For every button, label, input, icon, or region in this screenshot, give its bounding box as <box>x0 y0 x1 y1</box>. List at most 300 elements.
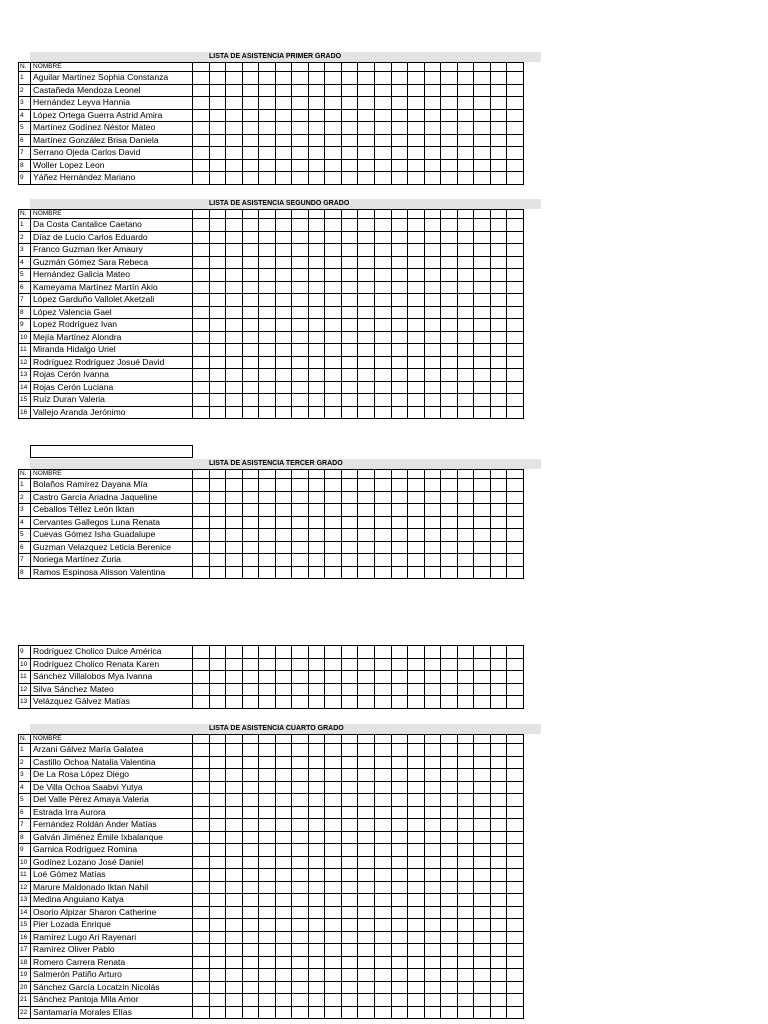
attendance-cell <box>242 256 259 269</box>
attendance-cell <box>226 646 243 659</box>
attendance-cell <box>292 919 309 932</box>
attendance-cell <box>358 1006 375 1019</box>
attendance-cell <box>358 479 375 492</box>
attendance-cell <box>457 109 474 122</box>
attendance-cell <box>275 319 292 332</box>
student-name: Guzman Velazquez Leticia Berenice <box>31 541 193 554</box>
student-name: Salmerón Patiño Arturo <box>31 969 193 982</box>
student-number: 7 <box>19 147 31 160</box>
attendance-cell <box>341 331 358 344</box>
student-name: Sánchez García Locatzin Nicolás <box>31 981 193 994</box>
student-number: 4 <box>19 516 31 529</box>
attendance-cell <box>507 84 524 97</box>
attendance-cell <box>375 147 392 160</box>
attendance-cell <box>209 63 226 72</box>
attendance-cell <box>358 97 375 110</box>
attendance-cell <box>507 134 524 147</box>
attendance-cell <box>490 344 507 357</box>
attendance-cell <box>209 646 226 659</box>
attendance-cell <box>259 381 276 394</box>
attendance-cell <box>292 331 309 344</box>
attendance-cell <box>424 554 441 567</box>
attendance-cell <box>259 969 276 982</box>
attendance-cell <box>375 344 392 357</box>
attendance-cell <box>308 856 325 869</box>
attendance-cell <box>242 831 259 844</box>
attendance-cell <box>341 541 358 554</box>
attendance-cell <box>226 294 243 307</box>
attendance-cell <box>193 831 210 844</box>
attendance-cell <box>408 994 425 1007</box>
attendance-cell <box>457 906 474 919</box>
attendance-cell <box>375 969 392 982</box>
attendance-cell <box>408 369 425 382</box>
student-name: Estrada Irra Aurora <box>31 806 193 819</box>
attendance-cell <box>275 806 292 819</box>
attendance-cell <box>408 683 425 696</box>
attendance-cell <box>441 554 458 567</box>
attendance-cell <box>209 159 226 172</box>
attendance-cell <box>490 566 507 579</box>
attendance-cell <box>308 172 325 185</box>
attendance-cell <box>474 369 491 382</box>
attendance-cell <box>490 781 507 794</box>
attendance-cell <box>408 306 425 319</box>
attendance-cell <box>474 781 491 794</box>
attendance-cell <box>507 529 524 542</box>
attendance-cell <box>209 479 226 492</box>
attendance-cell <box>325 994 342 1007</box>
header-number: N. <box>19 63 31 72</box>
attendance-cell <box>193 344 210 357</box>
attendance-cell <box>275 956 292 969</box>
attendance-cell <box>424 491 441 504</box>
attendance-cell <box>490 769 507 782</box>
student-name: Rojas Cerón Ivanna <box>31 369 193 382</box>
attendance-cell <box>226 744 243 757</box>
title-spacer <box>18 724 30 734</box>
attendance-cell <box>325 794 342 807</box>
attendance-cell <box>490 794 507 807</box>
attendance-cell <box>242 356 259 369</box>
attendance-cell <box>259 756 276 769</box>
attendance-cell <box>226 756 243 769</box>
attendance-cell <box>226 541 243 554</box>
attendance-cell <box>507 63 524 72</box>
attendance-cell <box>507 756 524 769</box>
attendance-cell <box>441 159 458 172</box>
student-number: 10 <box>19 658 31 671</box>
attendance-cell <box>242 744 259 757</box>
attendance-cell <box>441 369 458 382</box>
student-name: Lopez Rodríguez Ivan <box>31 319 193 332</box>
attendance-cell <box>226 172 243 185</box>
attendance-cell <box>375 529 392 542</box>
attendance-cell <box>424 744 441 757</box>
attendance-cell <box>441 394 458 407</box>
student-name: Godínez Lozano José Daniel <box>31 856 193 869</box>
attendance-cell <box>507 231 524 244</box>
attendance-cell <box>408 256 425 269</box>
attendance-cell <box>424 72 441 85</box>
attendance-cell <box>242 756 259 769</box>
attendance-cell <box>292 781 309 794</box>
attendance-cell <box>474 109 491 122</box>
student-row <box>19 491 524 504</box>
attendance-cell <box>375 134 392 147</box>
attendance-table <box>18 645 524 709</box>
attendance-cell <box>259 554 276 567</box>
attendance-cell <box>507 256 524 269</box>
attendance-cell <box>375 470 392 479</box>
attendance-cell <box>308 844 325 857</box>
attendance-cell <box>259 956 276 969</box>
attendance-cell <box>490 671 507 684</box>
attendance-cell <box>507 744 524 757</box>
student-row <box>19 256 524 269</box>
attendance-cell <box>457 122 474 135</box>
attendance-cell <box>325 172 342 185</box>
attendance-cell <box>341 394 358 407</box>
attendance-cell <box>424 944 441 957</box>
student-row <box>19 394 524 407</box>
attendance-cell <box>507 735 524 744</box>
attendance-cell <box>424 906 441 919</box>
attendance-cell <box>259 470 276 479</box>
attendance-cell <box>193 554 210 567</box>
attendance-cell <box>490 134 507 147</box>
attendance-cell <box>209 969 226 982</box>
attendance-cell <box>292 172 309 185</box>
attendance-cell <box>375 72 392 85</box>
attendance-cell <box>441 906 458 919</box>
attendance-cell <box>275 769 292 782</box>
attendance-cell <box>259 281 276 294</box>
attendance-cell <box>259 63 276 72</box>
student-number: 6 <box>19 134 31 147</box>
attendance-cell <box>292 931 309 944</box>
attendance-cell <box>341 944 358 957</box>
attendance-cell <box>441 658 458 671</box>
attendance-cell <box>457 172 474 185</box>
attendance-cell <box>375 856 392 869</box>
attendance-cell <box>292 369 309 382</box>
attendance-cell <box>457 969 474 982</box>
attendance-cell <box>209 735 226 744</box>
attendance-cell <box>259 566 276 579</box>
attendance-cell <box>275 381 292 394</box>
attendance-cell <box>391 491 408 504</box>
attendance-cell <box>275 894 292 907</box>
attendance-cell <box>457 294 474 307</box>
student-name: Hernández Leyva Hannia <box>31 97 193 110</box>
attendance-cell <box>490 63 507 72</box>
attendance-cell <box>507 381 524 394</box>
attendance-cell <box>242 470 259 479</box>
attendance-cell <box>391 470 408 479</box>
student-row <box>19 894 524 907</box>
attendance-cell <box>375 281 392 294</box>
attendance-cell <box>209 331 226 344</box>
attendance-cell <box>226 319 243 332</box>
attendance-cell <box>275 856 292 869</box>
attendance-cell <box>408 658 425 671</box>
attendance-cell <box>193 671 210 684</box>
attendance-cell <box>457 819 474 832</box>
attendance-cell <box>474 394 491 407</box>
student-name: Ramírez Oliver Pablo <box>31 944 193 957</box>
attendance-cell <box>209 306 226 319</box>
title-spacer <box>18 199 30 209</box>
attendance-cell <box>457 781 474 794</box>
attendance-cell <box>308 944 325 957</box>
attendance-cell <box>358 994 375 1007</box>
attendance-cell <box>408 516 425 529</box>
attendance-cell <box>490 756 507 769</box>
header-name: NOMBRE <box>31 735 193 744</box>
attendance-cell <box>474 819 491 832</box>
attendance-cell <box>341 969 358 982</box>
attendance-cell <box>490 906 507 919</box>
attendance-cell <box>441 806 458 819</box>
attendance-cell <box>193 281 210 294</box>
attendance-cell <box>193 529 210 542</box>
attendance-cell <box>441 356 458 369</box>
attendance-cell <box>292 944 309 957</box>
student-number: 3 <box>19 97 31 110</box>
student-number: 2 <box>19 756 31 769</box>
attendance-cell <box>226 381 243 394</box>
student-row <box>19 566 524 579</box>
attendance-cell <box>441 122 458 135</box>
attendance-cell <box>507 696 524 709</box>
attendance-cell <box>457 516 474 529</box>
attendance-cell <box>474 97 491 110</box>
attendance-cell <box>242 956 259 969</box>
attendance-cell <box>490 894 507 907</box>
student-row <box>19 72 524 85</box>
attendance-cell <box>474 906 491 919</box>
attendance-cell <box>490 806 507 819</box>
attendance-cell <box>490 646 507 659</box>
attendance-cell <box>341 504 358 517</box>
student-number: 4 <box>19 256 31 269</box>
attendance-cell <box>308 819 325 832</box>
student-name: Cervantes Gallegos Luna Renata <box>31 516 193 529</box>
attendance-cell <box>341 244 358 257</box>
attendance-cell <box>275 72 292 85</box>
attendance-cell <box>507 981 524 994</box>
attendance-cell <box>259 696 276 709</box>
attendance-cell <box>226 269 243 282</box>
attendance-cell <box>424 394 441 407</box>
attendance-cell <box>242 844 259 857</box>
student-row <box>19 844 524 857</box>
attendance-cell <box>375 356 392 369</box>
attendance-cell <box>507 881 524 894</box>
student-name: Rodríguez Rodríguez Josué David <box>31 356 193 369</box>
attendance-cell <box>193 781 210 794</box>
attendance-cell <box>358 919 375 932</box>
attendance-cell <box>408 244 425 257</box>
attendance-cell <box>375 781 392 794</box>
attendance-cell <box>325 331 342 344</box>
attendance-cell <box>358 735 375 744</box>
attendance-cell <box>408 63 425 72</box>
attendance-cell <box>242 906 259 919</box>
attendance-cell <box>275 683 292 696</box>
attendance-cell <box>308 122 325 135</box>
attendance-cell <box>507 281 524 294</box>
student-number: 9 <box>19 844 31 857</box>
attendance-cell <box>441 84 458 97</box>
attendance-cell <box>474 541 491 554</box>
attendance-cell <box>308 881 325 894</box>
attendance-cell <box>308 356 325 369</box>
attendance-cell <box>259 769 276 782</box>
attendance-cell <box>275 881 292 894</box>
attendance-cell <box>457 554 474 567</box>
attendance-cell <box>275 744 292 757</box>
attendance-cell <box>457 256 474 269</box>
header-name: NOMBRE <box>31 210 193 219</box>
attendance-cell <box>209 894 226 907</box>
title-spacer <box>30 724 180 734</box>
student-row <box>19 231 524 244</box>
attendance-cell <box>292 844 309 857</box>
attendance-cell <box>226 944 243 957</box>
attendance-cell <box>193 381 210 394</box>
attendance-cell <box>193 794 210 807</box>
attendance-cell <box>275 658 292 671</box>
attendance-cell <box>408 219 425 232</box>
student-name: Cuevas Gómez Isha Guadalupe <box>31 529 193 542</box>
attendance-cell <box>457 566 474 579</box>
attendance-cell <box>259 881 276 894</box>
attendance-cell <box>358 210 375 219</box>
attendance-cell <box>507 122 524 135</box>
attendance-cell <box>292 806 309 819</box>
attendance-cell <box>275 479 292 492</box>
attendance-cell <box>325 646 342 659</box>
student-row <box>19 479 524 492</box>
section-primer-grado <box>18 52 541 185</box>
attendance-cell <box>408 819 425 832</box>
attendance-cell <box>341 256 358 269</box>
attendance-cell <box>292 994 309 1007</box>
attendance-cell <box>341 269 358 282</box>
attendance-cell <box>209 122 226 135</box>
attendance-cell <box>490 504 507 517</box>
attendance-cell <box>375 122 392 135</box>
attendance-cell <box>441 794 458 807</box>
attendance-cell <box>209 147 226 160</box>
attendance-cell <box>441 541 458 554</box>
attendance-cell <box>242 344 259 357</box>
attendance-cell <box>408 331 425 344</box>
attendance-cell <box>325 881 342 894</box>
student-row <box>19 881 524 894</box>
student-number: 12 <box>19 356 31 369</box>
student-row <box>19 756 524 769</box>
attendance-cell <box>292 219 309 232</box>
attendance-cell <box>209 831 226 844</box>
attendance-cell <box>325 244 342 257</box>
attendance-cell <box>474 981 491 994</box>
student-row <box>19 683 524 696</box>
attendance-cell <box>375 735 392 744</box>
attendance-cell <box>474 504 491 517</box>
attendance-cell <box>325 944 342 957</box>
attendance-cell <box>209 944 226 957</box>
attendance-cell <box>325 931 342 944</box>
attendance-cell <box>457 541 474 554</box>
attendance-cell <box>375 306 392 319</box>
attendance-cell <box>474 769 491 782</box>
attendance-cell <box>507 658 524 671</box>
attendance-cell <box>275 504 292 517</box>
attendance-cell <box>490 406 507 419</box>
attendance-cell <box>408 269 425 282</box>
attendance-cell <box>408 84 425 97</box>
attendance-cell <box>391 72 408 85</box>
attendance-cell <box>424 994 441 1007</box>
student-name: De La Rosa López Diego <box>31 769 193 782</box>
attendance-cell <box>358 683 375 696</box>
attendance-cell <box>209 869 226 882</box>
attendance-cell <box>193 819 210 832</box>
attendance-cell <box>341 97 358 110</box>
attendance-cell <box>259 219 276 232</box>
student-name: Bolaños Ramírez Dayana Mía <box>31 479 193 492</box>
attendance-cell <box>242 72 259 85</box>
attendance-cell <box>358 470 375 479</box>
student-row <box>19 671 524 684</box>
attendance-cell <box>474 919 491 932</box>
attendance-cell <box>308 956 325 969</box>
attendance-cell <box>308 931 325 944</box>
header-row <box>19 470 524 479</box>
attendance-cell <box>308 72 325 85</box>
attendance-cell <box>308 159 325 172</box>
attendance-cell <box>507 319 524 332</box>
attendance-cell <box>341 881 358 894</box>
attendance-cell <box>490 281 507 294</box>
attendance-cell <box>391 504 408 517</box>
attendance-cell <box>391 819 408 832</box>
attendance-cell <box>358 269 375 282</box>
student-row <box>19 981 524 994</box>
attendance-cell <box>441 969 458 982</box>
attendance-cell <box>490 470 507 479</box>
attendance-cell <box>325 906 342 919</box>
attendance-cell <box>424 658 441 671</box>
attendance-cell <box>391 256 408 269</box>
attendance-cell <box>391 356 408 369</box>
attendance-cell <box>308 244 325 257</box>
student-row <box>19 516 524 529</box>
attendance-cell <box>375 944 392 957</box>
attendance-cell <box>391 219 408 232</box>
attendance-cell <box>259 541 276 554</box>
attendance-cell <box>193 84 210 97</box>
attendance-cell <box>441 244 458 257</box>
attendance-cell <box>308 696 325 709</box>
attendance-cell <box>325 256 342 269</box>
attendance-table <box>18 62 524 185</box>
student-name: Kameyama Martínez Martín Akio <box>31 281 193 294</box>
attendance-cell <box>358 109 375 122</box>
